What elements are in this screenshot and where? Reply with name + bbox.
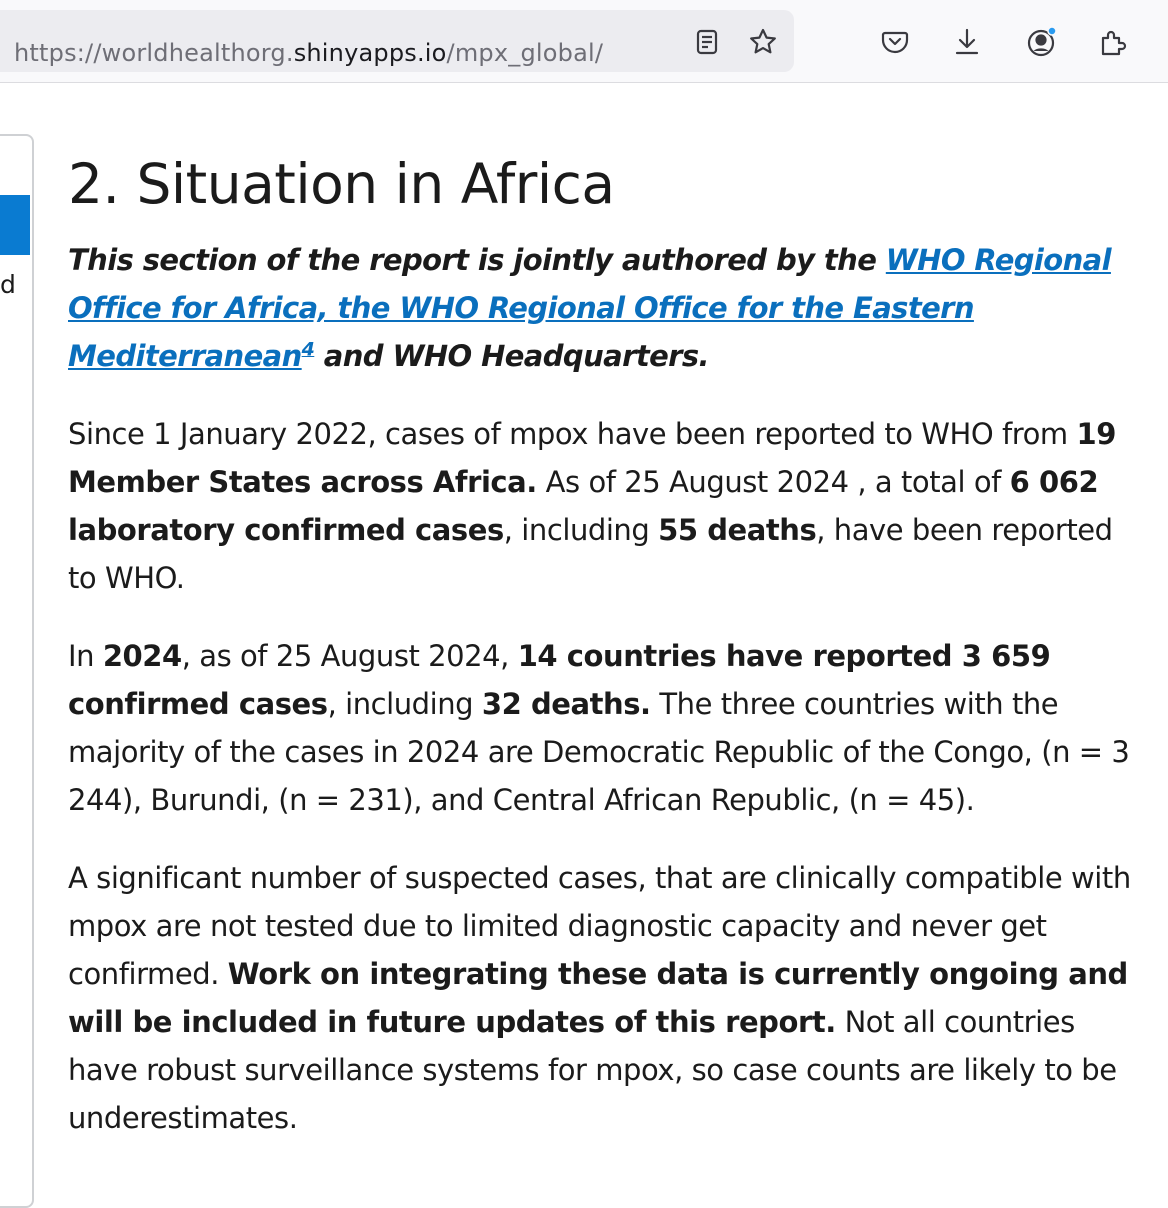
text-span: In xyxy=(68,639,103,673)
url-prefix: https://worldhealthorg. xyxy=(14,39,294,67)
text-span: As of 25 August 2024 , a total of xyxy=(536,465,1010,499)
address-bar[interactable] xyxy=(0,10,794,72)
section-title: 2. Situation in Africa xyxy=(68,152,615,216)
paragraph-overall-cases xyxy=(68,410,1148,602)
text-span: , including xyxy=(327,687,482,721)
browser-toolbar xyxy=(0,0,1168,83)
url-text[interactable] xyxy=(14,38,603,68)
section-intro xyxy=(68,236,1148,380)
extensions-icon[interactable] xyxy=(1096,25,1130,59)
bold-ongoing-work: Work on integrating these data is currently ongoing and will be included in future updates of this report. xyxy=(68,957,1128,1039)
main-content xyxy=(68,148,1148,1142)
who-regional-offices-link[interactable]: WHO Regional Office for Africa, the WHO Regional Office for the Eastern Mediterranean xyxy=(68,243,1111,373)
sidebar-active-item[interactable] xyxy=(0,195,30,255)
text-span: The three countries with the majority of the cases in 2024 are Democratic Republic of the Congo, (n = 3 244), Burundi, (n = 231), and Central African Republic, (n = 45). xyxy=(68,687,1130,817)
intro-prefix: This section of the report is jointly authored by the xyxy=(68,243,886,277)
bookmark-star-icon[interactable] xyxy=(746,25,780,59)
bold-deaths: 55 deaths xyxy=(658,513,817,547)
download-icon[interactable] xyxy=(950,25,984,59)
reader-view-icon[interactable] xyxy=(690,25,724,59)
bold-countries-reported: 14 countries have reported 3 659 confirmed cases xyxy=(68,639,1051,721)
bold-confirmed-cases: 6 062 laboratory confirmed cases xyxy=(68,465,1099,547)
bold-member-states: 19 Member States across Africa. xyxy=(68,417,1116,499)
paragraph-suspected-cases xyxy=(68,854,1148,1142)
sidebar-item-label[interactable]: d xyxy=(0,270,16,299)
text-span: , as of 25 August 2024, xyxy=(181,639,518,673)
text-span: , have been reported to WHO. xyxy=(68,513,1113,595)
url-host: shinyapps.io xyxy=(293,39,447,67)
bold-deaths-2024: 32 deaths. xyxy=(481,687,651,721)
pocket-icon[interactable] xyxy=(878,25,912,59)
account-icon[interactable] xyxy=(1024,25,1058,59)
text-span: , including xyxy=(503,513,659,547)
text-span: Since 1 January 2022, cases of mpox have been reported to WHO from xyxy=(68,417,1077,451)
text-span: Not all countries have robust surveillance systems for mpox, so case counts are likely to be underestimates. xyxy=(68,1005,1117,1135)
intro-suffix: and WHO Headquarters. xyxy=(314,339,709,373)
url-path: /mpx_global/ xyxy=(446,39,604,67)
paragraph-2024-cases xyxy=(68,632,1148,824)
bold-year: 2024 xyxy=(102,639,182,673)
text-span: A significant number of suspected cases, that are clinically compatible with mpox are not tested due to limited diagnostic capacity and never get confirmed. xyxy=(68,861,1131,991)
footnote-link[interactable]: 4 xyxy=(301,338,315,361)
